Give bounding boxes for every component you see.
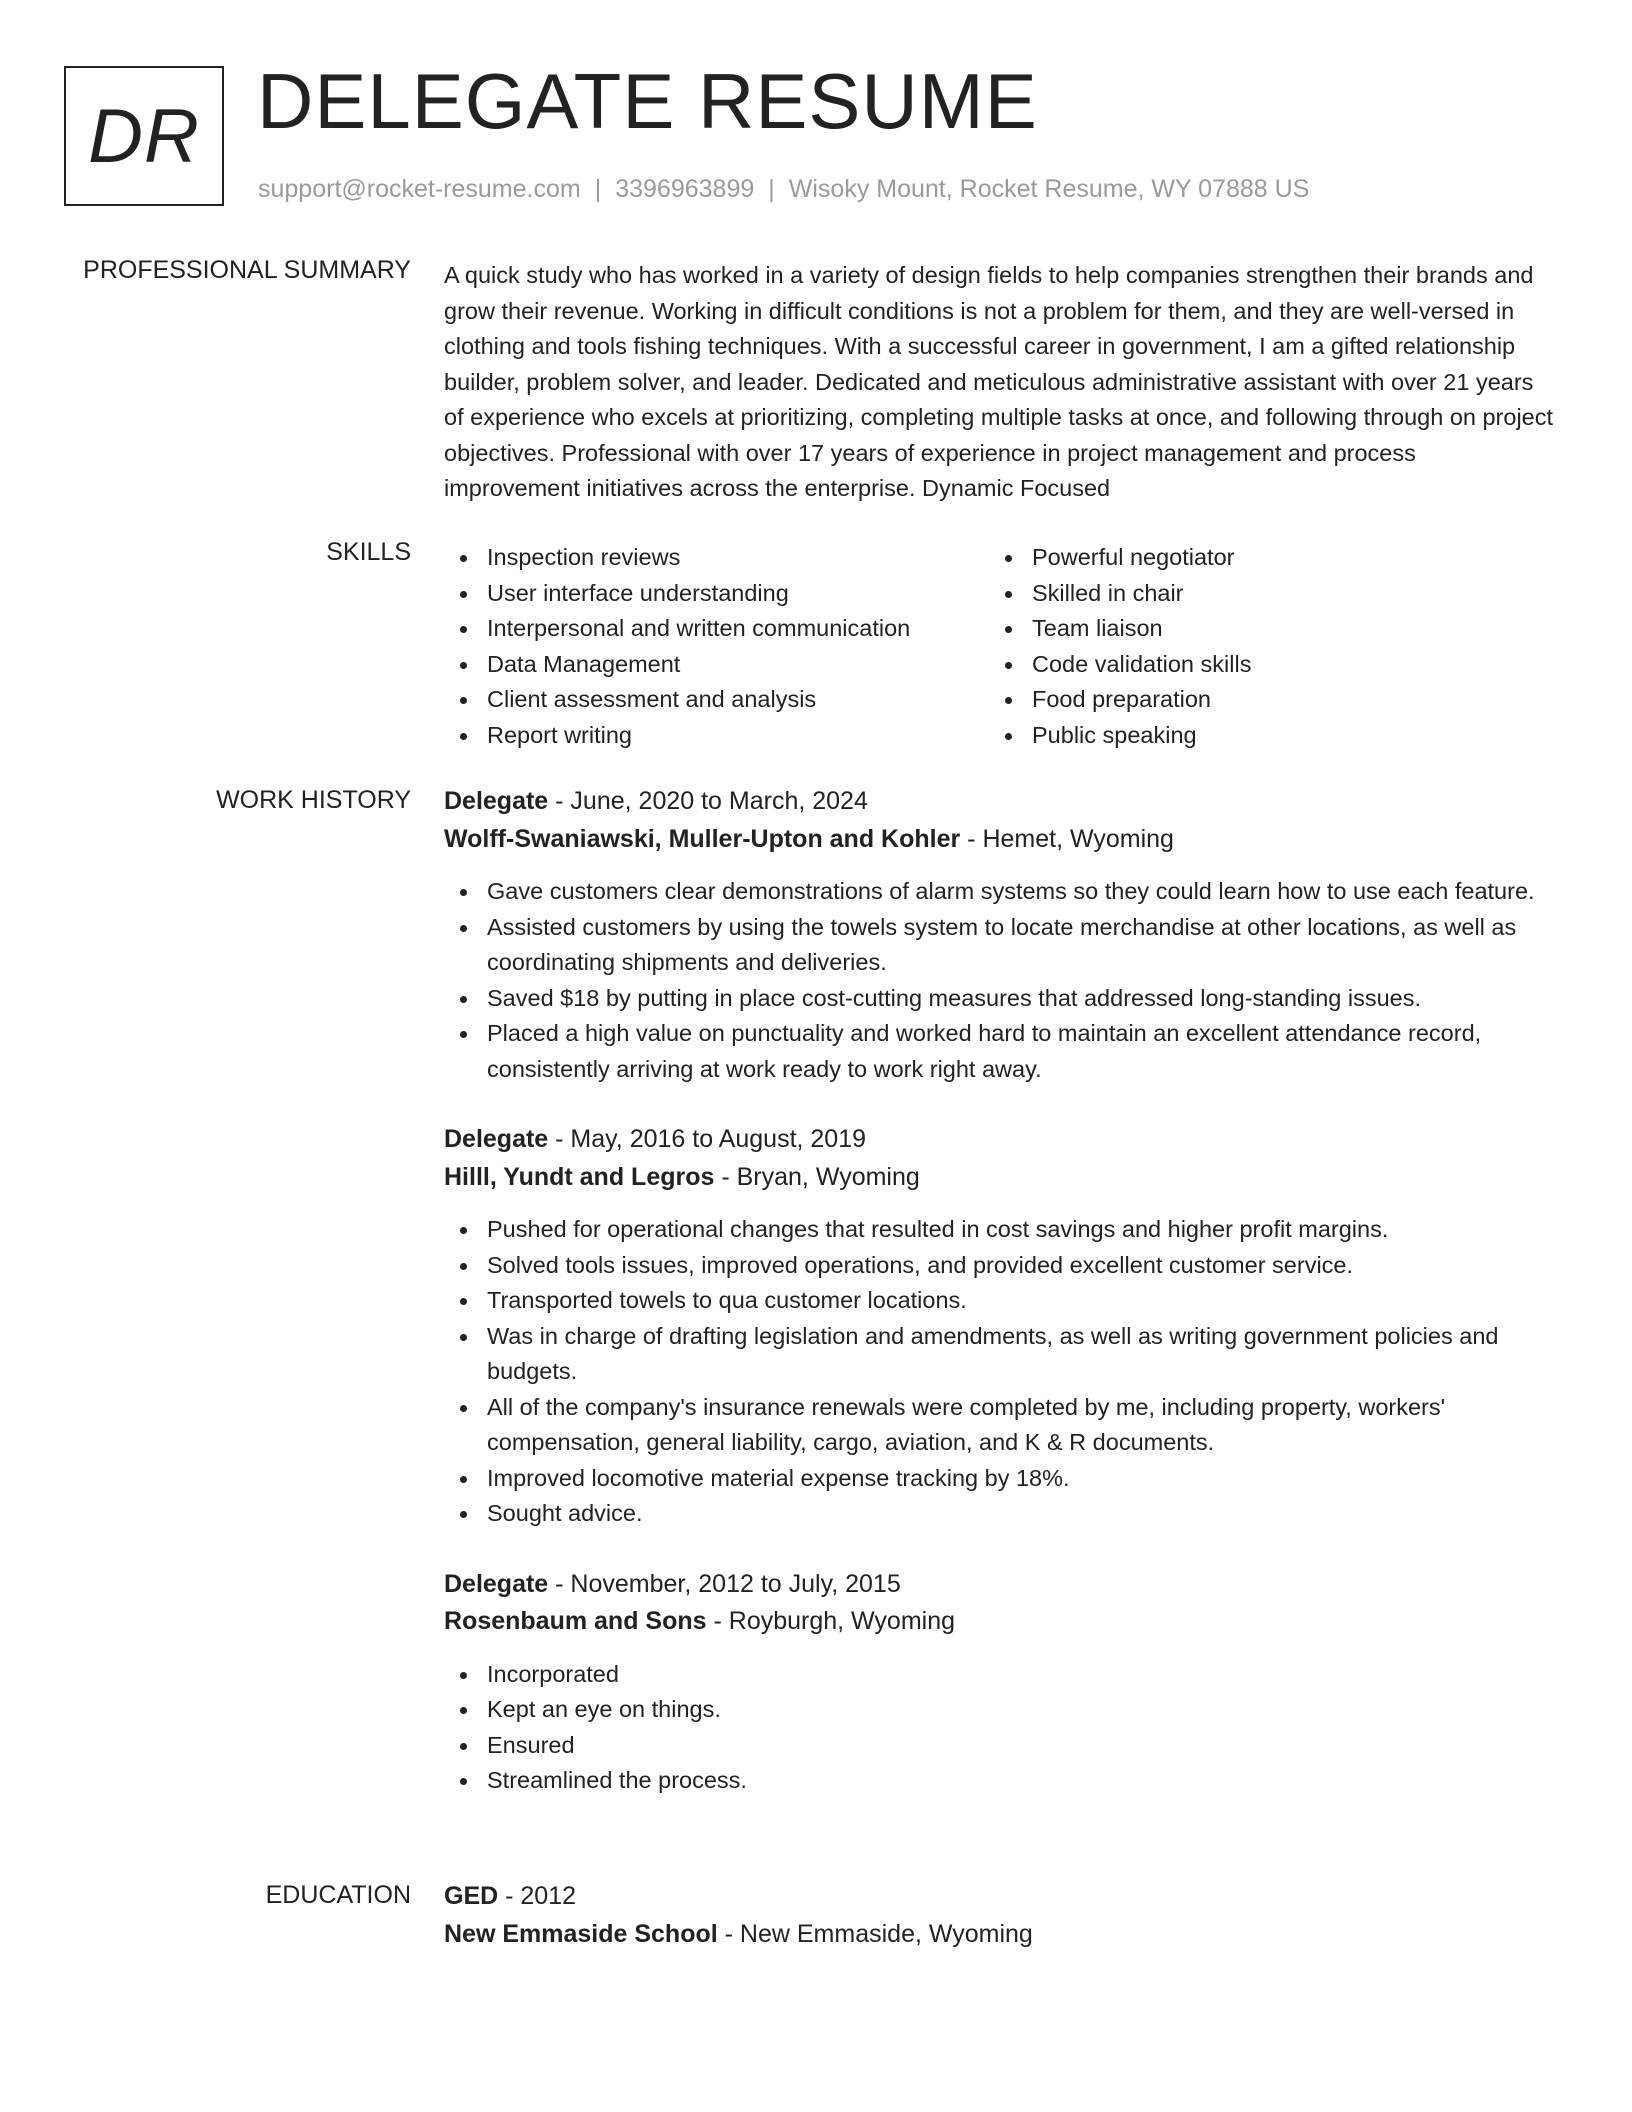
job-title: Delegate <box>444 787 549 815</box>
contact-separator: | <box>594 175 602 203</box>
skill-item: Skilled in chair <box>989 576 1534 612</box>
job-dates: - May, 2016 to August, 2019 <box>548 1125 867 1153</box>
job-duty: Placed a high value on punctuality and worked hard to maintain an excellent attendance record, consistently arriving at work ready to work right away. <box>444 1016 1554 1087</box>
contact-line <box>258 175 1309 204</box>
job-duties <box>444 874 1554 1087</box>
job-duty: Assisted customers by using the towels system to locate merchandise at other locations, as well as coordinating shipments and deliveries. <box>444 910 1554 981</box>
job-dates: - June, 2020 to March, 2024 <box>548 787 868 815</box>
job-company-line <box>444 1603 1554 1641</box>
education-body <box>444 1878 1554 1953</box>
education-heading: EDUCATION <box>265 1881 411 1909</box>
job-company: Hilll, Yundt and Legros <box>444 1162 715 1191</box>
job-title-line <box>444 783 1554 821</box>
skill-item: Powerful negotiator <box>989 540 1534 576</box>
summary-heading: PROFESSIONAL SUMMARY <box>83 256 411 284</box>
job-duty: Sought advice. <box>444 1496 1554 1532</box>
skill-item: Food preparation <box>989 682 1534 718</box>
work-history-heading: WORK HISTORY <box>216 786 411 814</box>
summary-body <box>444 258 1554 507</box>
education-degree-line <box>444 1878 1554 1916</box>
skills-list-right <box>989 540 1534 753</box>
skills-column-right <box>989 540 1534 753</box>
contact-email: support@rocket-resume.com <box>258 175 581 203</box>
job-title-line <box>444 1121 1554 1159</box>
job-duty: Kept an eye on things. <box>444 1692 1554 1728</box>
skill-item: Interpersonal and written communication <box>444 611 989 647</box>
job-location: - Royburgh, Wyoming <box>706 1607 956 1635</box>
job-duties <box>444 1657 1554 1799</box>
skill-item: User interface understanding <box>444 576 989 612</box>
job-duty: Streamlined the process. <box>444 1763 1554 1799</box>
monogram-initials: DR <box>88 93 200 179</box>
job-title-line <box>444 1566 1554 1604</box>
job-location: - Bryan, Wyoming <box>714 1162 920 1191</box>
job-duty: Gave customers clear demonstrations of alarm systems so they could learn how to use each feature. <box>444 874 1554 910</box>
skill-item: Code validation skills <box>989 647 1534 683</box>
contact-separator: | <box>768 175 775 203</box>
job-duty: Improved locomotive material expense tracking by 18%. <box>444 1461 1554 1497</box>
monogram-box <box>64 66 224 206</box>
job-duty: Ensured <box>444 1728 1554 1764</box>
work-history-body <box>444 783 1554 1833</box>
contact-phone: 3396963899 <box>615 175 755 203</box>
job-duty: Saved $18 by putting in place cost-cutting measures that addressed long-standing issues. <box>444 981 1554 1017</box>
job-dates: - November, 2012 to July, 2015 <box>548 1569 901 1598</box>
education-location: - New Emmaside, Wyoming <box>717 1919 1033 1948</box>
job-entry <box>444 1121 1554 1532</box>
job-company-line <box>444 1159 1554 1197</box>
job-duty: Solved tools issues, improved operations, and provided excellent customer service. <box>444 1248 1554 1284</box>
candidate-name: DELEGATE RESUME <box>257 57 1038 145</box>
job-company-line <box>444 821 1554 859</box>
job-duty: Pushed for operational changes that resulted in cost savings and higher profit margins. <box>444 1212 1554 1248</box>
job-location: - Hemet, Wyoming <box>960 824 1174 853</box>
job-duty: All of the company's insurance renewals were completed by me, including property, workers' compensation, general liability, cargo, aviation, and K & R documents. <box>444 1390 1554 1461</box>
job-company: Wolff-Swaniawski, Muller-Upton and Kohler <box>444 824 961 853</box>
summary-text: A quick study who has worked in a variety of design fields to help companies strengthen their brands and grow their revenue. Working in difficult conditions is not a problem for them, and they are well-versed in clothing and tools fishing techniques. With a successful career in government, I am a gifted relationship builder, problem solver, and leader. Dedicated and meticulous administrative assistant with over 21 years of experience who excels at prioritizing, completing multiple tasks at once, and following through on project objectives. Professional with over 17 years of experience in project management and process improvement initiatives across the enterprise. Dynamic Focused <box>444 262 1554 501</box>
job-duty: Incorporated <box>444 1657 1554 1693</box>
skill-item: Inspection reviews <box>444 540 989 576</box>
skills-body <box>444 540 1554 753</box>
skills-column-left <box>444 540 989 753</box>
skill-item: Report writing <box>444 718 989 754</box>
job-duties <box>444 1212 1554 1532</box>
skill-item: Team liaison <box>989 611 1534 647</box>
skills-heading: SKILLS <box>326 538 411 566</box>
education-degree: GED <box>444 1882 499 1910</box>
education-year: - 2012 <box>498 1882 577 1910</box>
job-duty: Was in charge of drafting legislation and amendments, as well as writing government policies and budgets. <box>444 1319 1554 1390</box>
job-title: Delegate <box>444 1569 549 1598</box>
contact-address: Wisoky Mount, Rocket Resume, WY 07888 US <box>788 175 1310 203</box>
skills-columns <box>444 540 1554 753</box>
skill-item: Data Management <box>444 647 989 683</box>
skill-item: Client assessment and analysis <box>444 682 989 718</box>
job-company: Rosenbaum and Sons <box>444 1607 707 1635</box>
education-school-line <box>444 1916 1554 1954</box>
education-school: New Emmaside School <box>444 1919 718 1948</box>
job-entry <box>444 1566 1554 1799</box>
job-duty: Transported towels to qua customer locations. <box>444 1283 1554 1319</box>
job-title: Delegate <box>444 1125 549 1153</box>
skill-item: Public speaking <box>989 718 1534 754</box>
job-entry <box>444 783 1554 1087</box>
skills-list-left <box>444 540 989 753</box>
